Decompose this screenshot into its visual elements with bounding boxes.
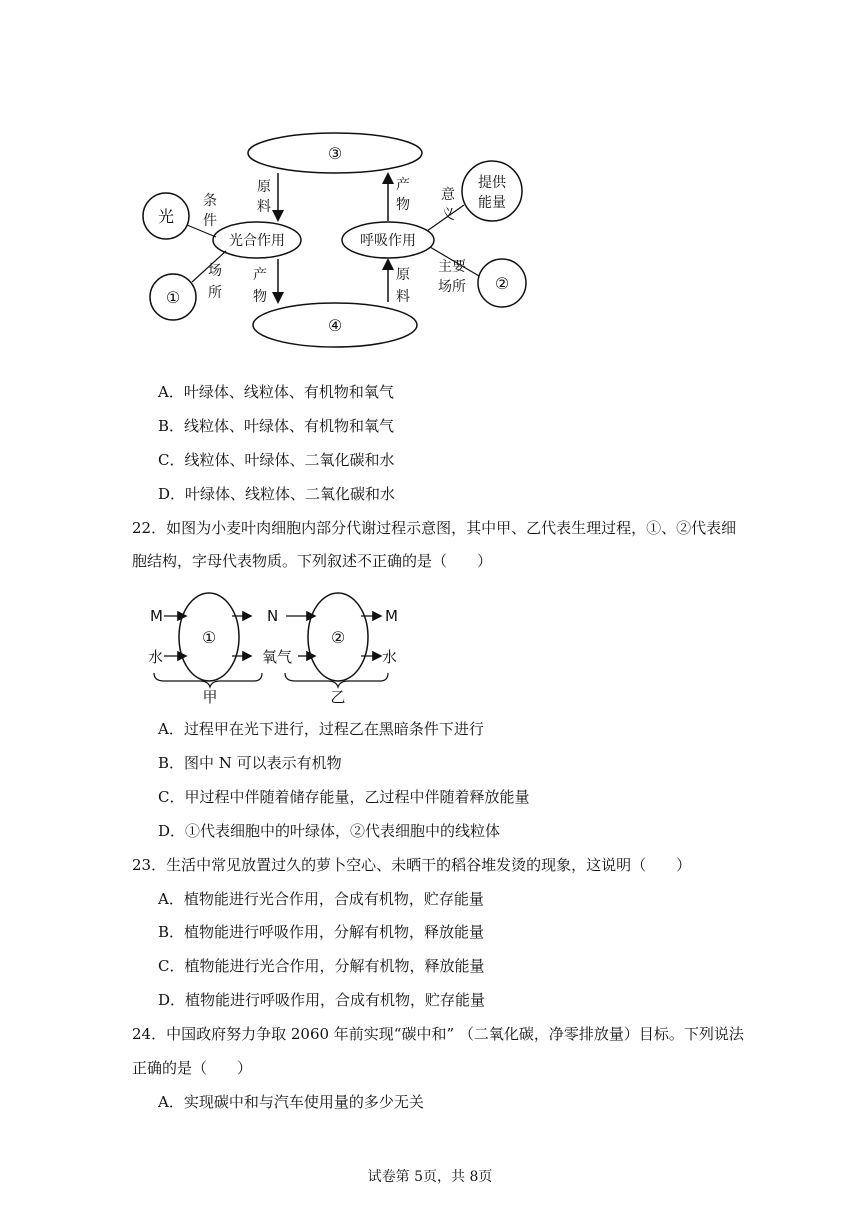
yi-label: 乙 — [330, 688, 346, 706]
jia-label: 甲 — [202, 688, 218, 706]
q23-option-b: B．植物能进行呼吸作用，分解有机物，释放能量 — [158, 923, 485, 941]
n-label: N — [267, 607, 279, 625]
label-changsuo-2: 所 — [208, 285, 222, 301]
provide-energy-line2: 能量 — [478, 195, 506, 211]
site2-label: ② — [494, 274, 510, 293]
m-in-label: M — [150, 607, 163, 625]
label-yuanliao-right-1: 原 — [396, 267, 410, 283]
label-yuanliao-right-2: 料 — [396, 289, 410, 305]
q21-option-d: D．叶绿体、线粒体、二氧化碳和水 — [158, 485, 396, 503]
q22-stem-line1: 22．如图为小麦叶肉细胞内部分代谢过程示意图，其中甲、乙代表生理过程，①、②代表细 — [132, 519, 737, 537]
label-yiyi-1: 意 — [441, 187, 455, 203]
respiration-label: 呼吸作用 — [360, 233, 416, 249]
provide-energy-line1: 提供 — [478, 175, 506, 191]
yi-brace — [285, 673, 388, 687]
q22-option-b: B．图中 N 可以表示有机物 — [158, 754, 342, 772]
q22-option-d: D．①代表细胞中的叶绿体，②代表细胞中的线粒体 — [158, 822, 501, 840]
q21-option-c: C．线粒体、叶绿体、二氧化碳和水 — [158, 451, 395, 469]
q24-option-a: A．实现碳中和与汽车使用量的多少无关 — [158, 1093, 424, 1111]
bottom-ellipse-label: ④ — [327, 316, 343, 335]
water-in-label: 水 — [148, 648, 164, 666]
cell2-label: ② — [330, 628, 346, 647]
q22-option-c: C．甲过程中伴随着储存能量，乙过程中伴随着释放能量 — [158, 788, 530, 806]
label-tiaojian-1: 条 — [203, 193, 217, 209]
label-chanwu-left-2: 物 — [253, 289, 267, 305]
label-chanwu-right-1: 产 — [396, 177, 410, 193]
label-changsuo-1: 场 — [208, 263, 222, 279]
leaf-cell-metabolism-diagram — [140, 585, 420, 710]
q21-option-b: B．线粒体、叶绿体、有机物和氧气 — [158, 417, 395, 435]
label-chanwu-right-2: 物 — [396, 197, 410, 213]
site1-label: ① — [165, 288, 181, 307]
q22-stem-line2: 胞结构，字母代表物质。下列叙述不正确的是（ ） — [132, 552, 493, 570]
q23-option-c: C．植物能进行光合作用，分解有机物，释放能量 — [158, 957, 485, 975]
q21-option-a: A．叶绿体、线粒体、有机物和氧气 — [158, 383, 394, 401]
water-out-label: 水 — [382, 648, 398, 666]
label-chanwu-left-1: 产 — [253, 267, 267, 283]
label-tiaojian-2: 件 — [203, 213, 217, 229]
page-footer: 试卷第 5页，共 8页 — [367, 1169, 493, 1185]
m-out-label: M — [385, 607, 398, 625]
photosynthesis-label: 光合作用 — [229, 233, 285, 249]
photosynthesis-respiration-diagram — [130, 125, 540, 355]
label-zhuyao-1: 主要 — [438, 259, 466, 275]
provide-energy-circle — [462, 161, 522, 221]
q23-option-a: A．植物能进行光合作用，合成有机物，贮存能量 — [158, 890, 484, 908]
cell1-label: ① — [201, 628, 217, 647]
q23-option-d: D．植物能进行呼吸作用，合成有机物，贮存能量 — [158, 991, 486, 1009]
q23-stem: 23．生活中常见放置过久的萝卜空心、未晒干的稻谷堆发烫的现象，这说明（ ） — [132, 856, 692, 874]
q24-stem-line1: 24．中国政府努力争取 2060 年前实现“碳中和” （二氧化碳，净零排放量）目标。下列说法 — [132, 1025, 744, 1043]
q24-stem-line2: 正确的是（ ） — [132, 1059, 253, 1077]
label-yuanliao-left-1: 原 — [257, 179, 271, 195]
oxygen-label: 氧气 — [262, 648, 293, 666]
label-zhuyao-2: 场所 — [438, 279, 466, 295]
jia-brace — [154, 673, 262, 687]
q22-option-a: A．过程甲在光下进行，过程乙在黑暗条件下进行 — [158, 720, 484, 738]
label-yiyi-2: 义 — [441, 207, 455, 223]
top-ellipse-label: ③ — [327, 144, 343, 163]
label-yuanliao-left-2: 料 — [257, 199, 271, 215]
light-label: 光 — [157, 207, 175, 226]
